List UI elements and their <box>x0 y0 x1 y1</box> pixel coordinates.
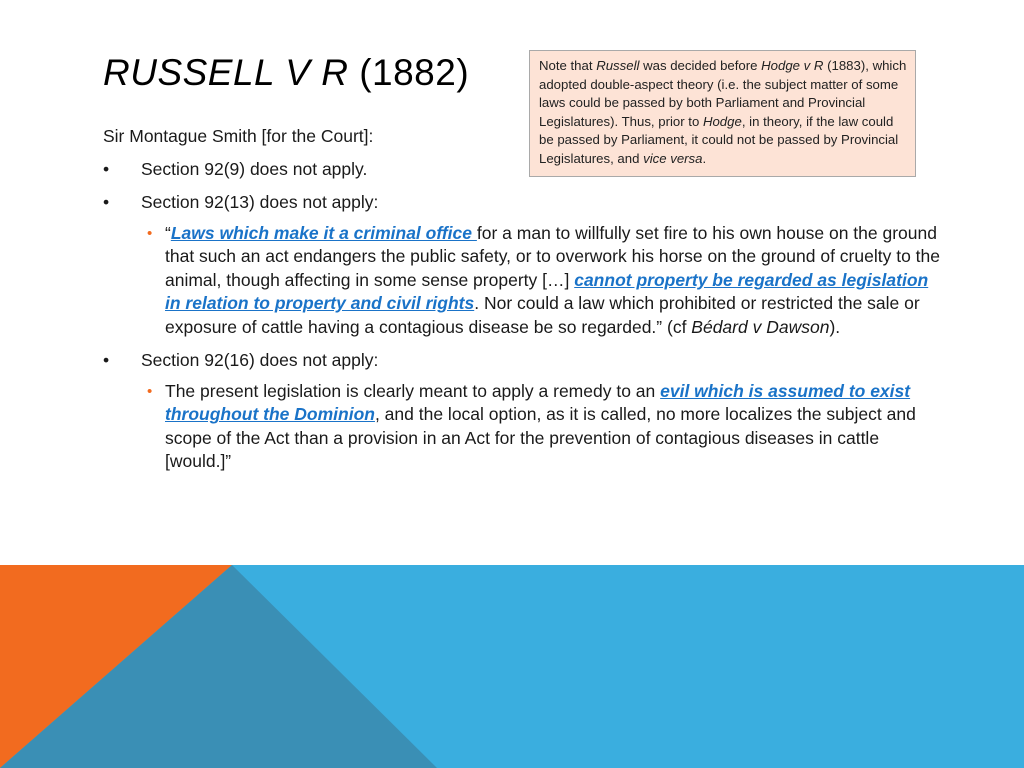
sub-bullet-marker: • <box>147 383 153 401</box>
bullet-marker: • <box>103 159 110 179</box>
bullet-marker: • <box>103 192 110 212</box>
content-body <box>103 124 940 483</box>
quote-text: The present legislation is clearly meant to apply a remedy to an <box>165 381 661 402</box>
sub-bullet-quote-92-13 <box>147 222 945 339</box>
quote-text: ). <box>829 316 841 337</box>
title-year: (1882) <box>359 52 470 93</box>
sub-bullet-quote-92-16 <box>147 380 945 474</box>
bullet-section-92-16 <box>103 348 933 372</box>
quote-text: for a man to willfully set fire to his own house on the ground that such an act endangers the public safety, or to overwork his horse on the ground of cruelty to the animal, though affecting in some sense property […] <box>165 223 940 290</box>
link-laws-criminal-office[interactable]: Laws which make it a criminal office <box>170 223 477 243</box>
note-case-hodge: Hodge <box>702 113 742 129</box>
note-text: Note that <box>539 58 597 73</box>
note-text: (1883), which adopted double-aspect theory (i.e. the subject matter of some laws could be passed by both Parliament and Provincial Legislatures). Thus, prior to <box>539 58 907 129</box>
slide-title <box>103 52 469 94</box>
bullet-section-92-9 <box>103 157 933 181</box>
bullet-text: Section 92(13) does not apply: <box>141 192 379 212</box>
quote-text: , and the local option, as it is called, no more localizes the subject and scope of the Act than a provision in an Act for the prevention of contagious diseases in cattle [would.]” <box>165 404 916 472</box>
bullet-text: Section 92(9) does not apply. <box>141 159 368 179</box>
note-case-russell: Russell <box>596 58 640 73</box>
bullet-section-92-13 <box>103 190 933 214</box>
bullet-marker: • <box>103 350 110 371</box>
bullet-text: Section 92(16) does not apply: <box>141 350 379 371</box>
title-case-name: RUSSELL V R <box>103 52 349 93</box>
quote-text: “ <box>165 223 171 243</box>
decorative-background <box>0 565 1024 768</box>
note-text: , in theory, if the law could be passed by Parliament, it could not be passed by Provincial Legislatures, and <box>539 113 899 166</box>
intro-line: Sir Montague Smith [for the Court]: <box>103 126 374 146</box>
note-text: . <box>702 150 707 166</box>
note-text: was decided before <box>639 58 762 73</box>
quote-text: . Nor could a law which prohibited or restricted the sale or exposure of cattle having a contagious disease be so regarded.” (cf <box>165 293 920 337</box>
case-bedard-v-dawson: Bédard v Dawson <box>691 316 830 337</box>
sub-bullet-marker: • <box>147 225 153 242</box>
note-case-hodge-v-r: Hodge v R <box>761 58 824 73</box>
link-property-civil-rights[interactable]: cannot property be regarded as legislation in relation to property and civil rights <box>165 269 929 314</box>
note-vice-versa: vice versa <box>643 150 703 166</box>
link-evil-throughout-dominion[interactable]: evil which is assumed to exist throughout the Dominion <box>165 381 911 425</box>
